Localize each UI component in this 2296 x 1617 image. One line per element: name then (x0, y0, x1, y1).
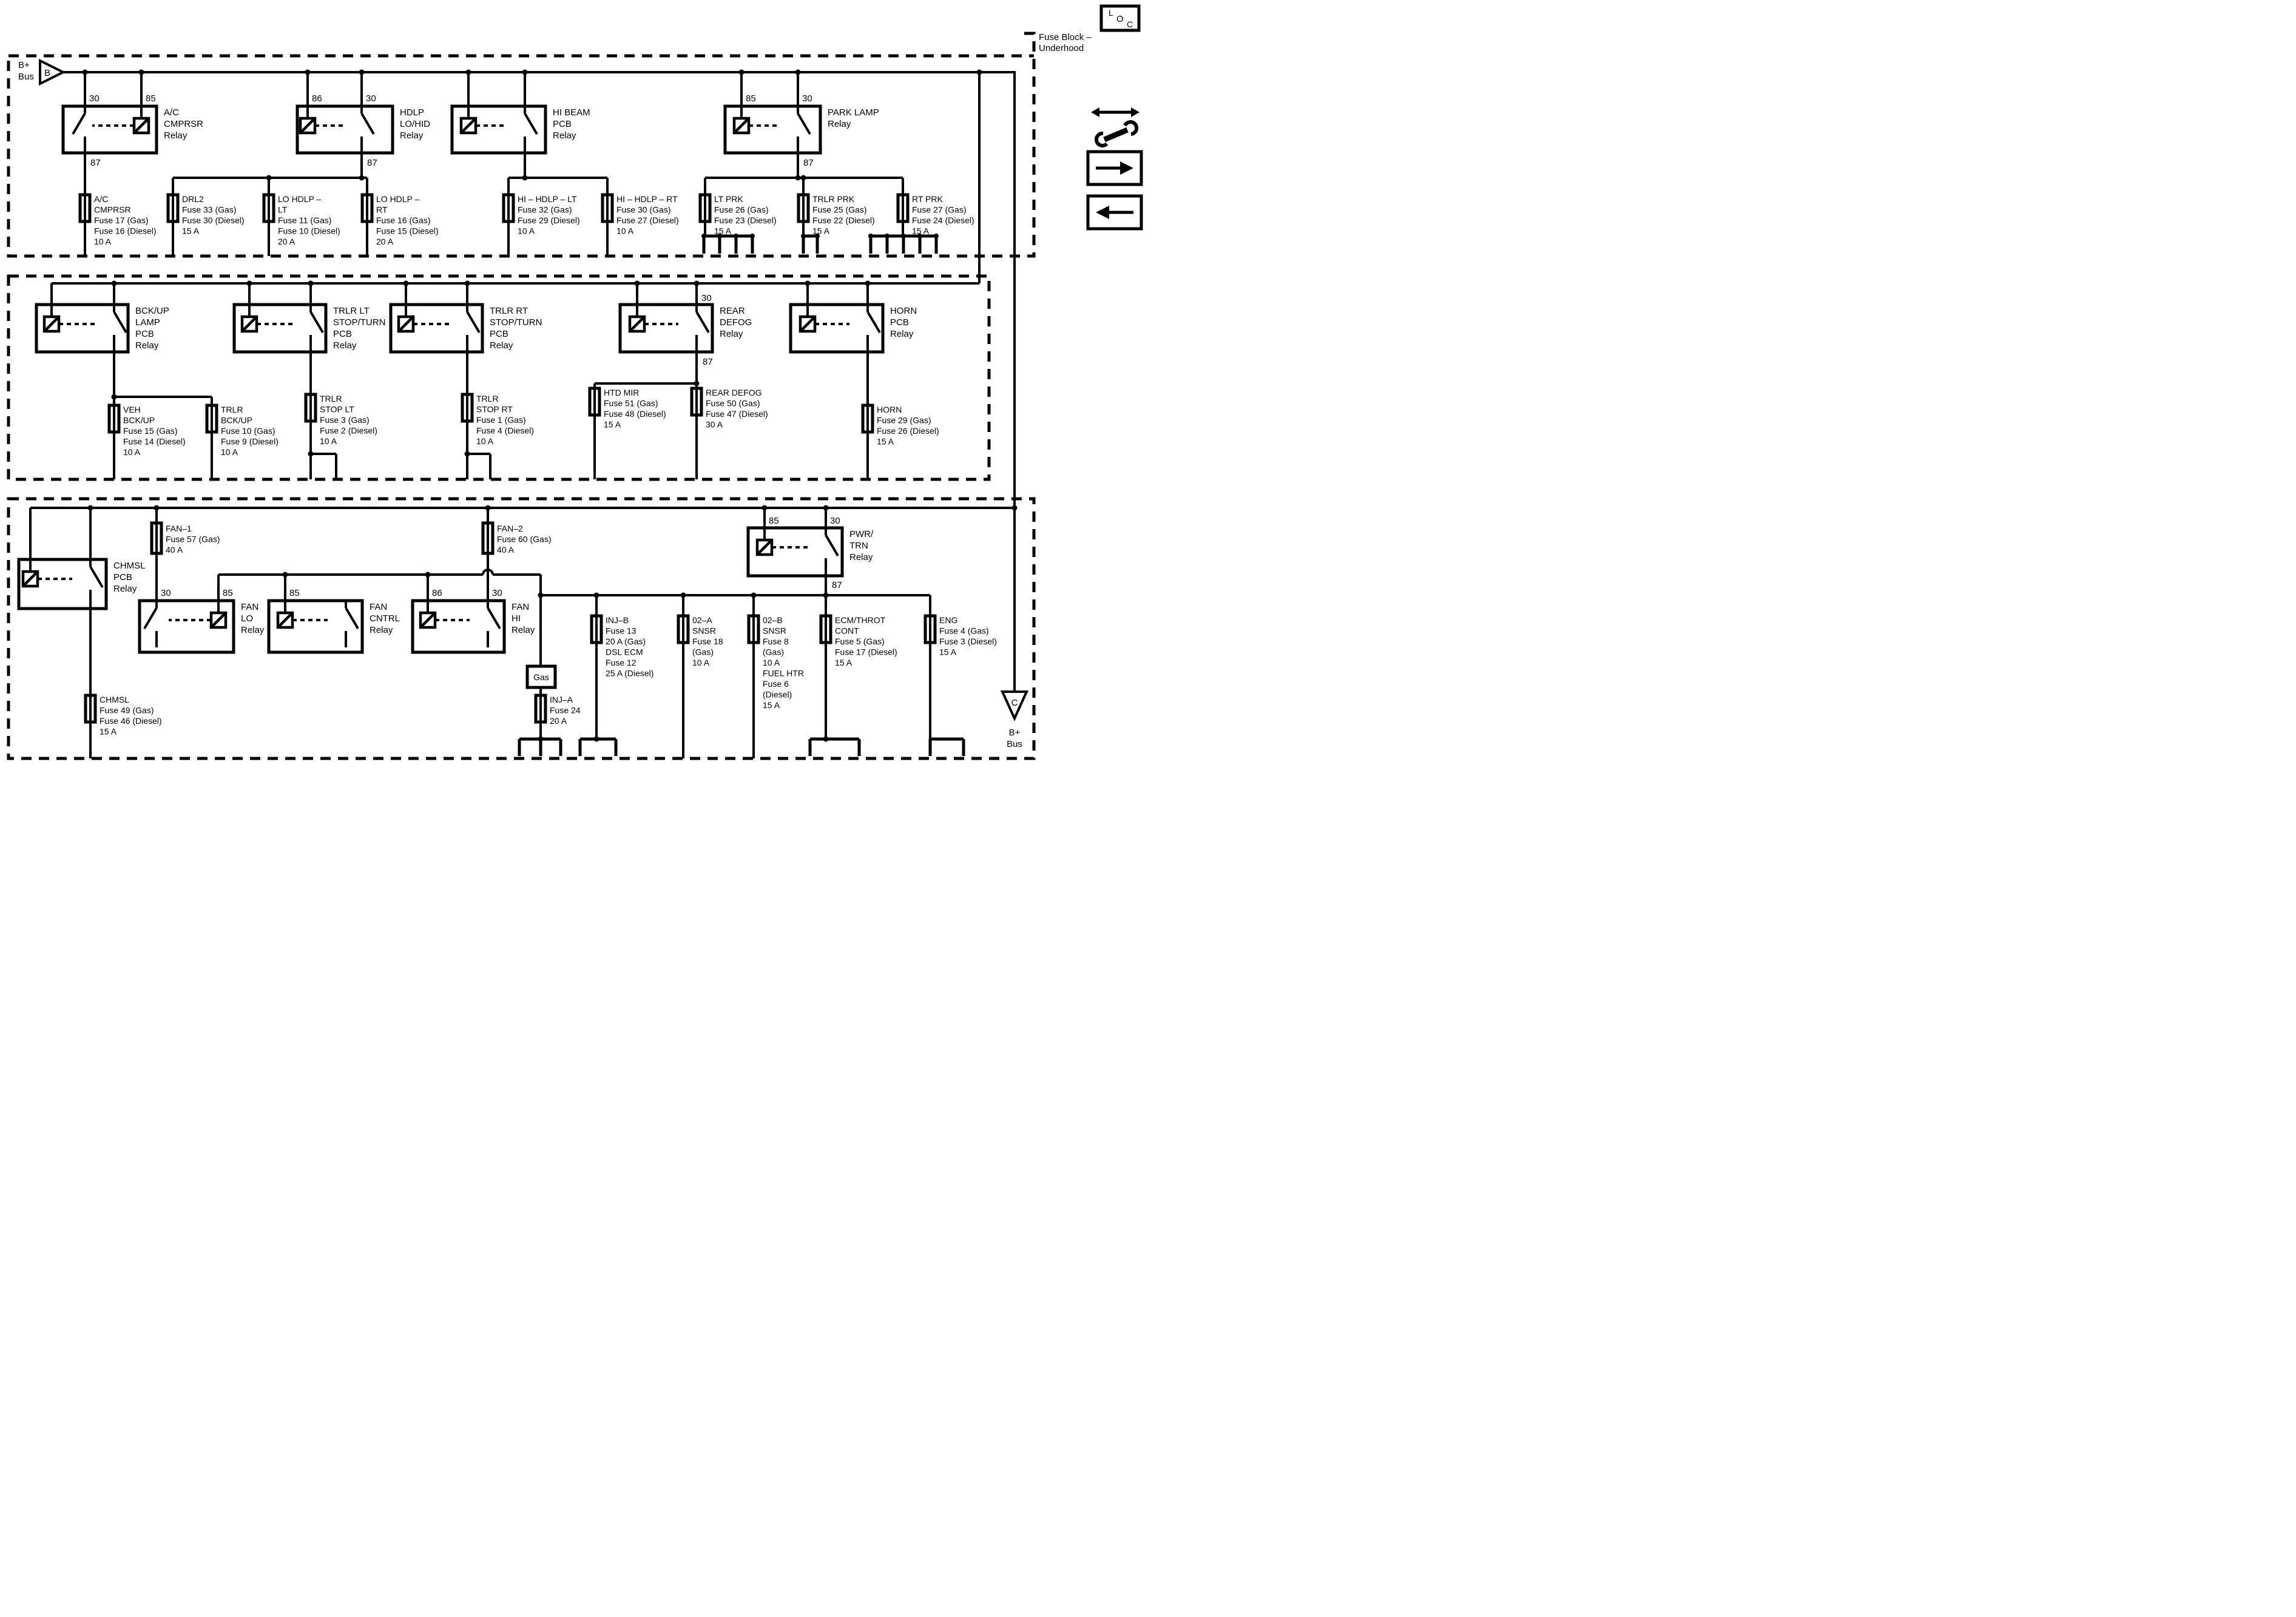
gas-engine-tag (527, 666, 555, 687)
pin-label: 87 (703, 357, 713, 367)
relay-fan-lo (140, 588, 265, 652)
fuse-label-rt-prk: RT PRK Fuse 27 (Gas) Fuse 24 (Diesel) 15 A (912, 194, 974, 236)
relay-fan-hi (413, 588, 535, 652)
relay-horn-pcb (791, 305, 917, 352)
relay-trlr-rt-stop-turn (391, 305, 542, 352)
fuse-label-trlr-stop-lt: TRLR STOP LT Fuse 3 (Gas) Fuse 2 (Diesel) 10 A (320, 394, 377, 446)
pin-label: 30 (701, 293, 712, 303)
pin-label: 87 (367, 158, 377, 168)
pin-label: 86 (432, 588, 442, 598)
fuse-label-fan-2: FAN–2 Fuse 60 (Gas) 40 A (497, 524, 552, 555)
b-triangle-marker (40, 61, 63, 84)
fuse-label-ecm-throt: ECM/THROT CONT Fuse 5 (Gas) Fuse 17 (Diesel) 15 A (835, 615, 897, 667)
relay-pwr-trn (748, 516, 874, 590)
relay-label: TRLR RT STOP/TURN PCB Relay (490, 306, 542, 351)
pin-label: 30 (492, 588, 502, 598)
fuse-label-lo-hdlp-rt: LO HDLP – RT Fuse 16 (Gas) Fuse 15 (Diesel) 20 A (376, 194, 439, 246)
relay-hdlp-lo-hid (297, 93, 430, 168)
relay-park-lamp (725, 93, 879, 168)
fuse-label-lt-prk: LT PRK Fuse 26 (Gas) Fuse 23 (Diesel) 15 A (714, 194, 777, 236)
fuse-label-chmsl: CHMSL Fuse 49 (Gas) Fuse 46 (Diesel) 15 A (100, 695, 162, 737)
pin-label: 85 (223, 588, 233, 598)
b-plus-exit-label: B+ Bus (1007, 727, 1022, 749)
relay-trlr-lt-stop-turn (234, 305, 385, 352)
fuse-label-veh-bck-up: VEH BCK/UP Fuse 15 (Gas) Fuse 14 (Diesel) 10 A (123, 405, 186, 457)
loc-letter-l: L (1109, 8, 1113, 18)
fuse-label-rear-defog: REAR DEFOG Fuse 50 (Gas) Fuse 47 (Diesel) 30 A (706, 388, 768, 430)
fuse-label-hi-hdlp-lt: HI – HDLP – LT Fuse 32 (Gas) Fuse 29 (Diesel) 10 A (518, 194, 580, 236)
relay-label: FAN HI Relay (512, 602, 535, 635)
row1-wiring (63, 72, 1015, 692)
fuse-label-inj-a: INJ–A Fuse 24 20 A (550, 695, 581, 726)
gas-label: Gas (533, 672, 549, 682)
b-plus-bus-source (18, 60, 63, 84)
relay-label: FAN LO Relay (241, 602, 265, 635)
fuse-label-o2-a-snsr: 02–A SNSR Fuse 18 (Gas) 10 A (692, 615, 723, 667)
pin-label: 87 (832, 580, 842, 590)
pin-label: 87 (90, 158, 101, 168)
pin-label: 85 (146, 93, 156, 104)
pin-label: 30 (802, 93, 812, 104)
fuse-label-htd-mir: HTD MIR Fuse 51 (Gas) Fuse 48 (Diesel) 15 A (604, 388, 666, 430)
relay-chmsl-pcb (19, 559, 146, 609)
pin-label: 30 (89, 93, 100, 104)
fuse-label-eng: ENG Fuse 4 (Gas) Fuse 3 (Diesel) 15 A (939, 615, 997, 657)
pin-label: 30 (366, 93, 376, 104)
fuse-label-horn: HORN Fuse 29 (Gas) Fuse 26 (Diesel) 15 A (877, 405, 939, 447)
fuses-row1 (80, 194, 974, 246)
pin-label: 85 (769, 516, 779, 526)
relay-label: HI BEAM PCB Relay (553, 107, 590, 141)
wiring-diagram (0, 0, 1148, 809)
relay-rear-defog (620, 293, 752, 367)
relay-label: PARK LAMP Relay (828, 107, 879, 129)
b-plus-label: B+ Bus (18, 60, 34, 82)
fuse-label-lo-hdlp-lt: LO HDLP – LT Fuse 11 (Gas) Fuse 10 (Diesel) 20 A (278, 194, 340, 246)
relay-label: BCK/UP LAMP PCB Relay (135, 306, 169, 351)
b-plus-bus-exit (1002, 692, 1027, 749)
relay-bck-up-lamp-pcb (36, 305, 169, 352)
fuses-row2 (109, 388, 939, 457)
relay-label: CHMSL PCB Relay (113, 561, 146, 594)
fuse-label-inj-b: INJ–B Fuse 13 20 A (Gas) DSL ECM Fuse 12 25 A (Diesel) (606, 615, 654, 678)
fuse-label-hi-hdlp-rt: HI – HDLP – RT Fuse 30 (Gas) Fuse 27 (Diesel) 10 A (616, 194, 679, 236)
pin-label: 85 (289, 588, 300, 598)
fuse-label-trlr-prk: TRLR PRK Fuse 25 (Gas) Fuse 22 (Diesel) 15 A (812, 194, 875, 236)
pin-label: 87 (803, 158, 814, 168)
pin-label: 30 (830, 516, 840, 526)
relay-label: TRLR LT STOP/TURN PCB Relay (333, 306, 386, 351)
relay-label: REAR DEFOG Relay (720, 306, 752, 339)
fuse-label-trlr-bck-up: TRLR BCK/UP Fuse 10 (Gas) Fuse 9 (Diesel) 10 A (221, 405, 279, 457)
b-triangle-letter: B (44, 68, 51, 78)
relay-hi-beam-pcb (452, 106, 590, 153)
fuse-label-drl2: DRL2 Fuse 33 (Gas) Fuse 30 (Diesel) 15 A (182, 194, 245, 236)
relay-label: FAN CNTRL Relay (370, 602, 400, 635)
loc-button[interactable] (1101, 6, 1139, 30)
pin-label: 30 (161, 588, 171, 598)
fuse-label-o2-b-snsr: 02–B SNSR Fuse 8 (Gas) 10 A FUEL HTR Fuse 6 (Diesel) 15 A (763, 615, 804, 710)
diagnostic-wrench-icon[interactable] (1091, 107, 1140, 146)
relay-label: A/C CMPRSR Relay (164, 107, 204, 141)
fuse-label-fan-1: FAN–1 Fuse 57 (Gas) 40 A (166, 524, 220, 555)
relay-label: PWR/ TRN Relay (849, 529, 874, 562)
pin-label: 85 (746, 93, 756, 104)
page-title: Fuse Block – Underhood (1039, 32, 1092, 53)
loc-letter-c: C (1127, 19, 1133, 29)
fuse-label-ac-cmprsr: A/C CMPRSR Fuse 17 (Gas) Fuse 16 (Diesel) 10 A (94, 194, 157, 246)
c-triangle-letter: C (1011, 698, 1018, 708)
pin-label: 86 (312, 93, 322, 104)
fuse-label-trlr-stop-rt: TRLR STOP RT Fuse 1 (Gas) Fuse 4 (Diesel) 10 A (476, 394, 534, 446)
relay-fan-cntrl (269, 588, 400, 652)
prev-page-button[interactable] (1088, 196, 1141, 229)
relay-label: HORN PCB Relay (890, 306, 917, 339)
loc-letter-o: O (1116, 14, 1124, 24)
next-page-button[interactable] (1088, 152, 1141, 184)
relay-label: HDLP LO/HID Relay (400, 107, 431, 141)
